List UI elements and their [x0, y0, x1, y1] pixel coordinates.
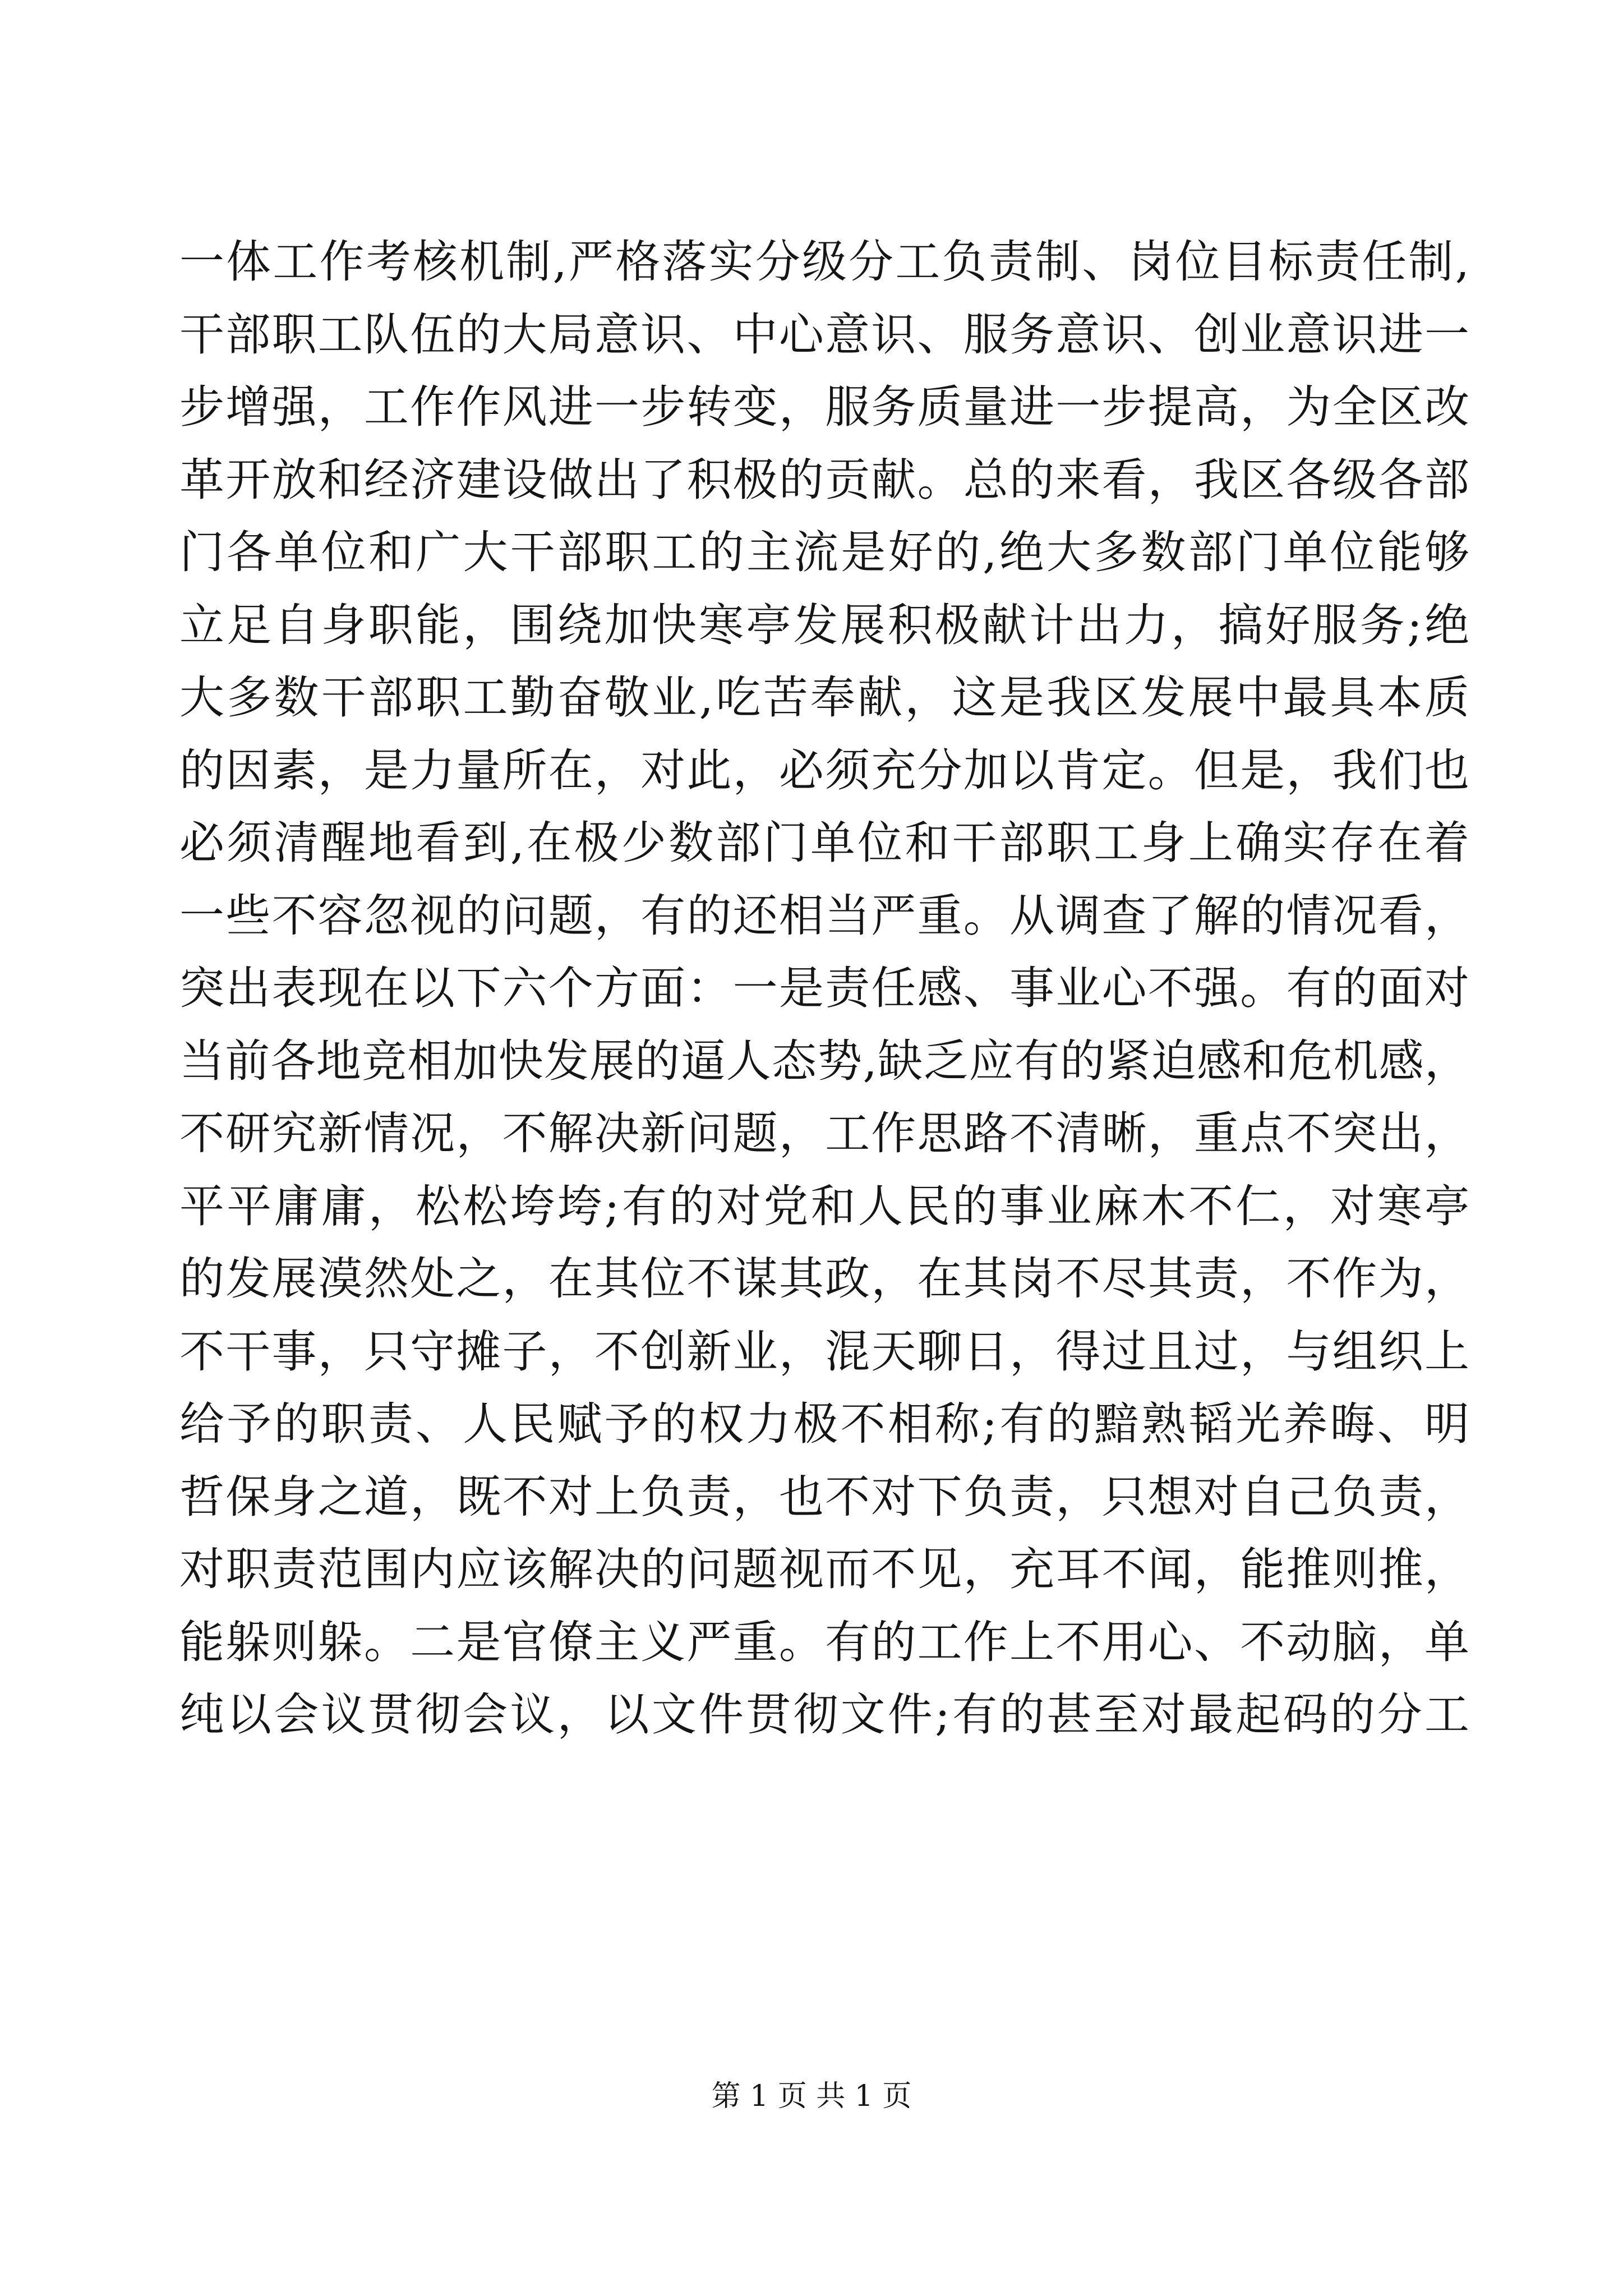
- body-text: [179, 226, 1469, 1751]
- text-line-20: 能躲则躲。二是官僚主义严重。有的工作上不用心、不动脑，单: [179, 1616, 1469, 1668]
- text-line-15: 的发展漠然处之，在其位不谋其政，在其岗不尽其责，不作为，: [179, 1253, 1469, 1305]
- text-line-6: 立足自身职能，围绕加快寒亭发展积极献计出力，搞好服务;绝: [179, 599, 1469, 651]
- text-line-3: 步增强，工作作风进一步转变，服务质量进一步提高，为全区改: [179, 381, 1469, 433]
- text-line-17: 给予的职责、人民赋予的权力极不相称;有的黯熟韬光养晦、明: [179, 1398, 1469, 1450]
- text-line-9: 必须清醒地看到,在极少数部门单位和干部职工身上确实存在着: [179, 817, 1469, 869]
- text-line-12: 当前各地竞相加快发展的逼人态势,缺乏应有的紧迫感和危机感，: [179, 1034, 1469, 1087]
- text-line-11: 突出表现在以下六个方面：一是责任感、事业心不强。有的面对: [179, 962, 1469, 1014]
- page-footer: 第 1 页 共 1 页: [711, 2079, 912, 2113]
- text-line-14: 平平庸庸，松松垮垮;有的对党和人民的事业麻木不仁，对寒亭: [179, 1180, 1469, 1232]
- text-line-5: 门各单位和广大干部职工的主流是好的,绝大多数部门单位能够: [179, 526, 1469, 578]
- text-line-19: 对职责范围内应该解决的问题视而不见，充耳不闻，能推则推，: [179, 1543, 1469, 1595]
- text-line-2: 干部职工队伍的大局意识、中心意识、服务意识、创业意识进一: [179, 308, 1469, 361]
- text-line-4: 革开放和经济建设做出了积极的贡献。总的来看，我区各级各部: [179, 453, 1469, 506]
- text-line-21: 纯以会议贯彻会议，以文件贯彻文件;有的甚至对最起码的分工: [179, 1688, 1469, 1741]
- text-line-1: 一体工作考核机制,严格落实分级分工负责制、岗位目标责任制,: [179, 236, 1469, 288]
- text-line-10: 一些不容忽视的问题，有的还相当严重。从调查了解的情况看，: [179, 889, 1469, 942]
- text-line-16: 不干事，只守摊子，不创新业，混天聊日，得过且过，与组织上: [179, 1325, 1469, 1378]
- text-line-18: 哲保身之道，既不对上负责，也不对下负责，只想对自己负责，: [179, 1470, 1469, 1523]
- text-line-8: 的因素，是力量所在，对此，必须充分加以肯定。但是，我们也: [179, 744, 1469, 797]
- text-line-13: 不研究新情况，不解决新问题，工作思路不清晰，重点不突出，: [179, 1107, 1469, 1159]
- text-line-7: 大多数干部职工勤奋敬业,吃苦奉献，这是我区发展中最具本质: [179, 671, 1469, 724]
